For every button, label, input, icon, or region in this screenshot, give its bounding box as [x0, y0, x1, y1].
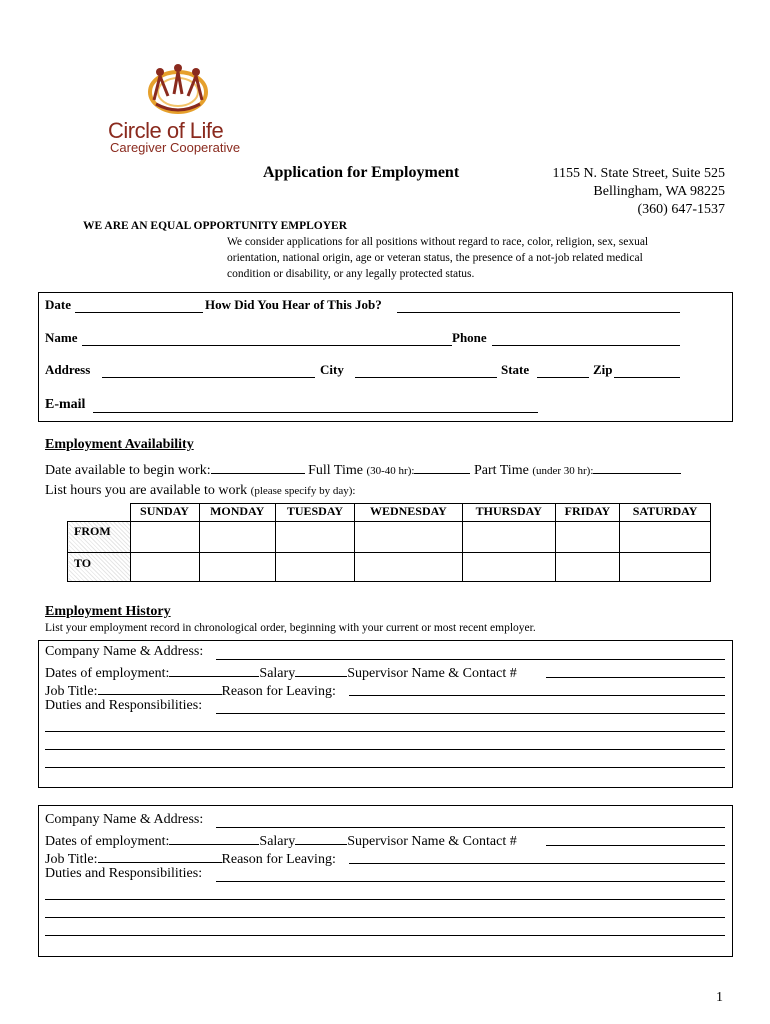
phone-label: Phone — [452, 330, 487, 345]
heard-label: How Did You Hear of This Job? — [205, 297, 382, 312]
eeo-statement — [227, 234, 648, 282]
to-label: TO — [68, 553, 131, 582]
duties-label-2: Duties and Responsibilities: — [45, 866, 203, 881]
zip-field[interactable] — [614, 363, 680, 378]
duties-row-2 — [45, 866, 202, 882]
supervisor-field-1[interactable] — [546, 663, 725, 678]
availability-row — [45, 459, 681, 479]
email-field[interactable] — [93, 398, 538, 413]
from-monday[interactable] — [199, 522, 275, 553]
company-address — [552, 165, 725, 219]
availability-heading: Employment Availability — [45, 437, 194, 452]
full-time-field[interactable] — [414, 459, 470, 474]
day-saturday: SATURDAY — [620, 504, 711, 522]
address-label: Address — [45, 362, 91, 377]
company-field-2[interactable] — [216, 813, 725, 828]
from-friday[interactable] — [555, 522, 619, 553]
state-field[interactable] — [537, 363, 589, 378]
from-sunday[interactable] — [130, 522, 199, 553]
hours-label: List hours you are available to work — [45, 483, 248, 498]
reason-label: Reason for Leaving: — [221, 684, 336, 699]
duties-line-1d[interactable] — [45, 753, 725, 768]
from-saturday[interactable] — [620, 522, 711, 553]
duties-line-2c[interactable] — [45, 903, 725, 918]
job-row-1 — [45, 680, 336, 700]
company-label: Company Name & Address: — [45, 644, 204, 659]
day-friday: FRIDAY — [555, 504, 619, 522]
duties-label: Duties and Responsibilities: — [45, 698, 203, 713]
history-intro: List your employment record in chronological order, beginning with your current or most recent employer. — [45, 622, 536, 634]
part-time-field[interactable] — [593, 459, 681, 474]
company-row-1 — [45, 644, 203, 660]
duties-line-1b[interactable] — [45, 717, 725, 732]
phone-field[interactable] — [492, 331, 680, 346]
to-monday[interactable] — [199, 553, 275, 582]
day-wednesday: WEDNESDAY — [355, 504, 463, 522]
corner-cell — [68, 504, 131, 522]
logo-subtitle: Caregiver Cooperative — [110, 140, 241, 155]
state-label: State — [501, 362, 530, 377]
full-time-note: (30-40 hr): — [366, 465, 415, 477]
eeo-line3: condition or disability, or any legally protected status. — [227, 268, 475, 280]
from-label: FROM — [68, 522, 131, 553]
day-sunday: SUNDAY — [130, 504, 199, 522]
reason-label-2: Reason for Leaving: — [221, 852, 336, 867]
day-monday: MONDAY — [199, 504, 275, 522]
company-field-1[interactable] — [216, 645, 725, 660]
job-row-2 — [45, 848, 336, 868]
dates-field-2[interactable] — [169, 830, 259, 845]
from-tuesday[interactable] — [275, 522, 354, 553]
date-available-label: Date available to begin work: — [45, 463, 211, 478]
hours-note: (please specify by day): — [250, 485, 356, 497]
history-heading: Employment History — [45, 604, 171, 619]
eeo-line1: We consider applications for all positions without regard to race, color, religion, sex, sexual — [227, 236, 649, 248]
job-title-field-1[interactable] — [98, 680, 222, 695]
duties-line-2b[interactable] — [45, 885, 725, 900]
to-friday[interactable] — [555, 553, 619, 582]
duties-field-1a[interactable] — [216, 699, 725, 714]
job-title-field-2[interactable] — [98, 848, 222, 863]
city-field[interactable] — [355, 363, 497, 378]
to-sunday[interactable] — [130, 553, 199, 582]
duties-line-2d[interactable] — [45, 921, 725, 936]
city-label: City — [320, 362, 344, 377]
logo — [108, 58, 248, 158]
day-thursday: THURSDAY — [462, 504, 555, 522]
address-phone: (360) 647-1537 — [637, 202, 725, 217]
address-line1: 1155 N. State Street, Suite 525 — [552, 166, 725, 181]
salary-label: Salary — [259, 666, 296, 681]
part-time-note: (under 30 hr): — [532, 465, 594, 477]
day-tuesday: TUESDAY — [275, 504, 354, 522]
company-row-2 — [45, 812, 203, 828]
salary-label-2: Salary — [259, 834, 296, 849]
date-field[interactable] — [75, 298, 203, 313]
zip-label: Zip — [593, 362, 613, 377]
dates-label-2: Dates of employment: — [45, 834, 170, 849]
date-available-field[interactable] — [211, 459, 305, 474]
reason-field-1[interactable] — [349, 681, 725, 696]
to-saturday[interactable] — [620, 553, 711, 582]
company-label-2: Company Name & Address: — [45, 812, 204, 827]
page-title: Application for Employment — [263, 164, 460, 181]
eeo-line2: orientation, national origin, age or veteran status, the presence of a not-job related medical — [227, 252, 643, 264]
eeo-heading: WE ARE AN EQUAL OPPORTUNITY EMPLOYER — [83, 220, 348, 232]
part-time-label: Part Time — [473, 463, 529, 478]
supervisor-field-2[interactable] — [546, 831, 725, 846]
availability-table — [67, 503, 711, 582]
address-line2: Bellingham, WA 98225 — [593, 184, 725, 199]
supervisor-label-2: Supervisor Name & Contact # — [347, 834, 517, 849]
address-field[interactable] — [102, 363, 315, 378]
hours-row — [45, 483, 355, 499]
dates-field-1[interactable] — [169, 662, 259, 677]
circle-of-life-logo-icon — [138, 60, 218, 120]
job-title-label-2: Job Title: — [45, 852, 98, 867]
logo-name: Circle of Life — [108, 118, 224, 143]
to-tuesday[interactable] — [275, 553, 354, 582]
salary-field-1[interactable] — [295, 662, 347, 677]
supervisor-label: Supervisor Name & Contact # — [347, 666, 517, 681]
duties-line-1c[interactable] — [45, 735, 725, 750]
page-number: 1 — [716, 990, 723, 1005]
email-label: E-mail — [45, 397, 86, 412]
full-time-label: Full Time — [308, 463, 363, 478]
duties-field-2a[interactable] — [216, 867, 725, 882]
from-thursday[interactable] — [462, 522, 555, 553]
to-thursday[interactable] — [462, 553, 555, 582]
from-wednesday[interactable] — [355, 522, 463, 553]
heard-field[interactable] — [397, 298, 680, 313]
duties-row-1 — [45, 698, 202, 714]
name-label: Name — [45, 330, 78, 345]
dates-row-1 — [45, 662, 517, 682]
date-label: Date — [45, 297, 71, 312]
job-title-label: Job Title: — [45, 684, 98, 699]
reason-field-2[interactable] — [349, 849, 725, 864]
name-field[interactable] — [82, 331, 452, 346]
dates-label: Dates of employment: — [45, 666, 170, 681]
salary-field-2[interactable] — [295, 830, 347, 845]
dates-row-2 — [45, 830, 517, 850]
to-wednesday[interactable] — [355, 553, 463, 582]
